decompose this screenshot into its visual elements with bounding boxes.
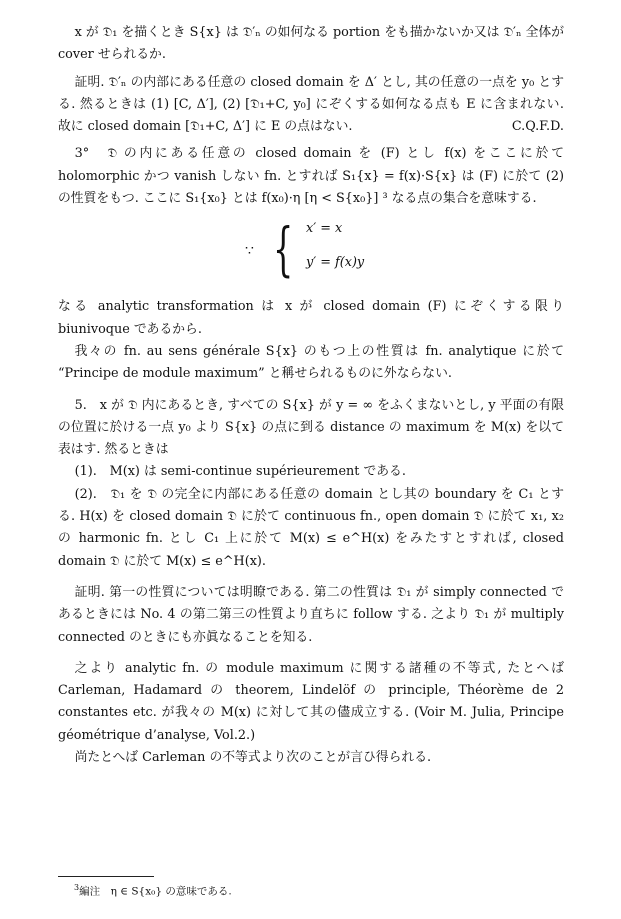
paragraph-1: x が 𝔇₁ を描くとき S{x} は 𝔇′ₙ の如何なる portion をも描かないか又は 𝔇′ₙ 全体が cover せられるか. (58, 25, 564, 63)
footnote (74, 881, 232, 899)
footnote-rule (58, 876, 154, 877)
paragraph-principle: 我々の fn. au sens générale S{x} のもつ上の性質は fn. analytique に於て “Principe de module maximum” と稱せられるものに外ならない. (58, 343, 564, 382)
property-1: (1). M(x) は semi-continue supérieurement である. (74, 464, 406, 480)
paragraph-item-5: 5. x が 𝔇 内にあるとき, すべての S{x} が y = ∞ をふくまないとし, y 平面の有限の位置に於ける一点 y₀ より S{x} の点に到る distance の maximum を M(x) を以て表はす. 然るときは (58, 397, 564, 458)
footnote-mark: 3 (74, 883, 80, 892)
paragraph-transformation: なる analytic transformation は x が closed domain (F) にぞくする限り biunivoque であるから. (58, 299, 564, 337)
paragraph-proof-1: 証明. 𝔇′ₙ の内部にある任意の closed domain を Δ′ とし, 其の任意の一点を y₀ とする. 然るときは (1) [C, Δ′], (2) [𝔇₁+C, y₀] にぞくする如何なる点も E に含まれない. 故に closed domain [𝔇₁+C, Δ′] に E の点はない. (58, 74, 564, 135)
property-2: (2). 𝔇₁ を 𝔇 の完全に内部にある任意の domain とし其の boundary を C₁ とする. H(x) を closed domain 𝔇 に於て continuous fn., open domain 𝔇 に於て x₁, x₂ の harmonic fn. とし C₁ 上に於て M(x) ≤ e^H(x) をみたすとすれば, closed domain 𝔇 に於て M(x) ≤ e^H(x). (58, 486, 564, 569)
page-body (58, 22, 564, 769)
paragraph-inequalities: 之より analytic fn. の module maximum に関する諸種の不等式, たとへば Carleman, Hadamard の theorem, Lindelöf の principle, Théorème de 2 constantes etc. が我々の M(x) に対して其の儘成立する. (Voir M. Julia, Principe géométrique d’analyse, Vol.2.) (58, 660, 564, 743)
footnote-text: 編注 η ∈ S{x₀} の意味である. (79, 885, 232, 898)
paragraph-item-3: 3° 𝔇 の内にある任意の closed domain を (F) とし f(x) をここに於て holomorphic かつ vanish しない fn. とすれば S₁{x} = f(x)·S{x} は (F) に於て (2) の性質をもつ. ここに S₁{x₀} とは f(x₀)·η [η < S{x₀}] ³ なる点の集合を意味する. (58, 146, 564, 207)
left-brace: { (273, 215, 294, 284)
equation-y-prime: y′ = f(x)y (306, 255, 365, 271)
because-symbol: ∵ (245, 243, 254, 260)
paragraph-carleman: 尚たとへば Carleman の不等式より次のことが言ひ得られる. (74, 750, 432, 766)
paragraph-proof-2: 証明. 第一の性質については明瞭である. 第二の性質は 𝔇₁ が simply connected であるときには No. 4 の第二第三の性質より直ちに follow する. 之より 𝔇₁ が multiply connected のときにも亦眞なることを知る. (58, 584, 564, 645)
equation-x-prime: x′ = x (306, 221, 343, 237)
equation-system (58, 216, 564, 290)
qed-mark: C.Q.F.D. (511, 119, 564, 135)
